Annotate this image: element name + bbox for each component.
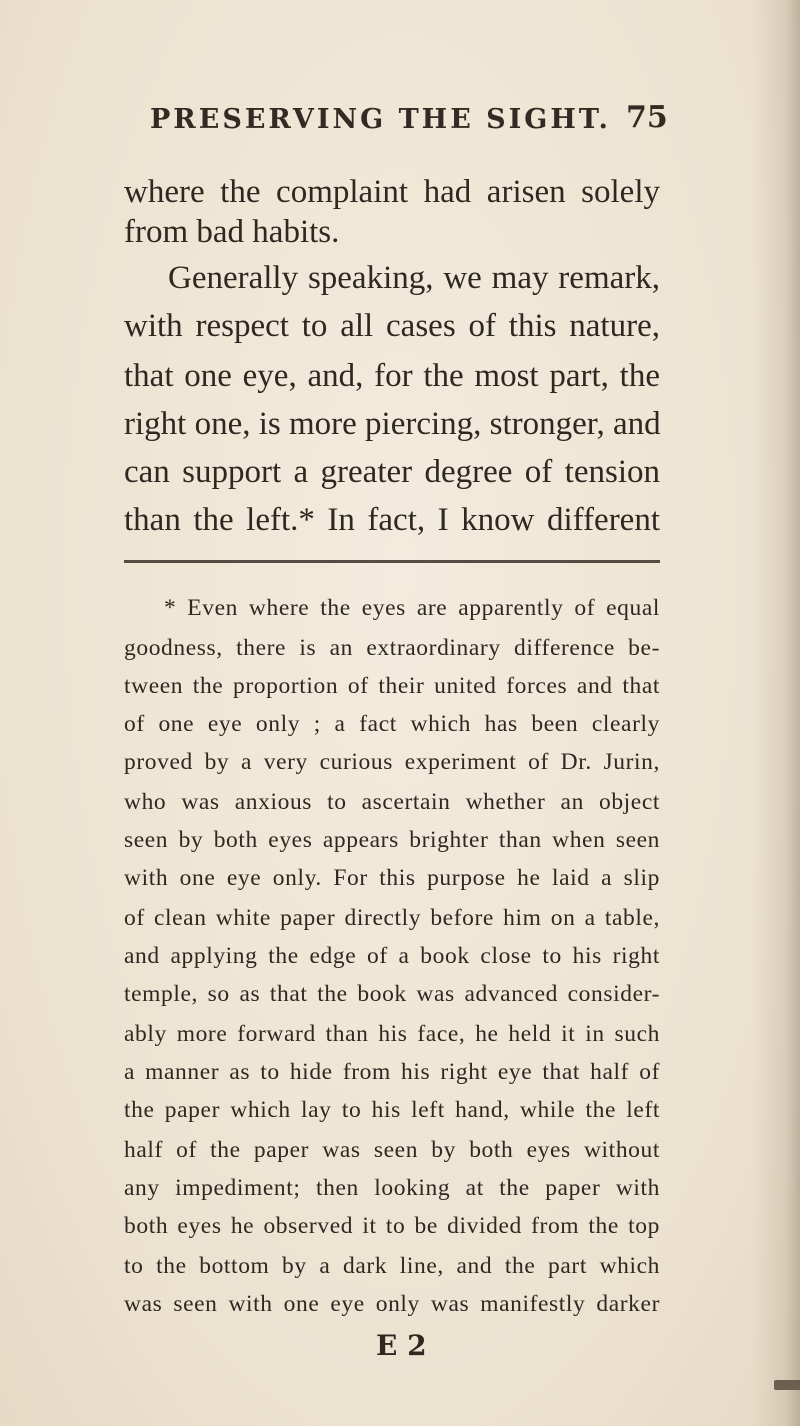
page-gutter-shadow (752, 0, 800, 1426)
footnote-line: any impediment; then looking at the paper with (124, 1175, 660, 1201)
signature-mark: E 2 (376, 1329, 427, 1362)
page-edge-mark (774, 1380, 800, 1390)
footnote-line: was seen with one eye only was manifestly darker (124, 1291, 660, 1317)
body-line: than the left.* In fact, I know different (124, 502, 660, 538)
footnote-line: of clean white paper directly before him on a table, (124, 905, 660, 931)
footnote-line: both eyes he observed it to be divided from the top (124, 1213, 660, 1239)
running-head (0, 100, 800, 144)
footnote-rule (124, 560, 660, 563)
body-line: from bad habits. (124, 214, 340, 250)
footnote-line: temple, so as that the book was advanced consider- (124, 981, 660, 1007)
footnote-line: a manner as to hide from his right eye that half of (124, 1059, 660, 1085)
footnote-line: tween the proportion of their united forces and that (124, 673, 660, 699)
footnote-line: who was anxious to ascertain whether an object (124, 789, 660, 815)
body-line: Generally speaking, we may remark, (168, 260, 660, 296)
running-title: PRESERVING THE SIGHT. (150, 104, 611, 135)
footnote-line: the paper which lay to his left hand, while the left (124, 1097, 660, 1123)
footnote-line: half of the paper was seen by both eyes without (124, 1137, 660, 1163)
footnote-line: to the bottom by a dark line, and the part which (124, 1253, 660, 1279)
footnote-line: goodness, there is an extraordinary difference be- (124, 635, 660, 661)
body-line: where the complaint had arisen solely (124, 174, 660, 210)
body-line: can support a greater degree of tension (124, 454, 660, 490)
footnote-line: seen by both eyes appears brighter than when seen (124, 827, 660, 853)
footnote-line: proved by a very curious experiment of Dr. Jurin, (124, 749, 660, 775)
footnote-line: ably more forward than his face, he held it in such (124, 1021, 660, 1047)
footnote-line: and applying the edge of a book close to his right (124, 943, 660, 969)
footnote-line: * Even where the eyes are apparently of equal (164, 595, 660, 621)
body-line: right one, is more piercing, stronger, and (124, 406, 661, 442)
page-number: 75 (626, 100, 668, 135)
body-line: that one eye, and, for the most part, the (124, 358, 660, 394)
footnote-line: of one eye only ; a fact which has been clearly (124, 711, 660, 737)
footnote-line: with one eye only. For this purpose he laid a slip (124, 865, 660, 891)
body-line: with respect to all cases of this nature, (124, 308, 660, 344)
